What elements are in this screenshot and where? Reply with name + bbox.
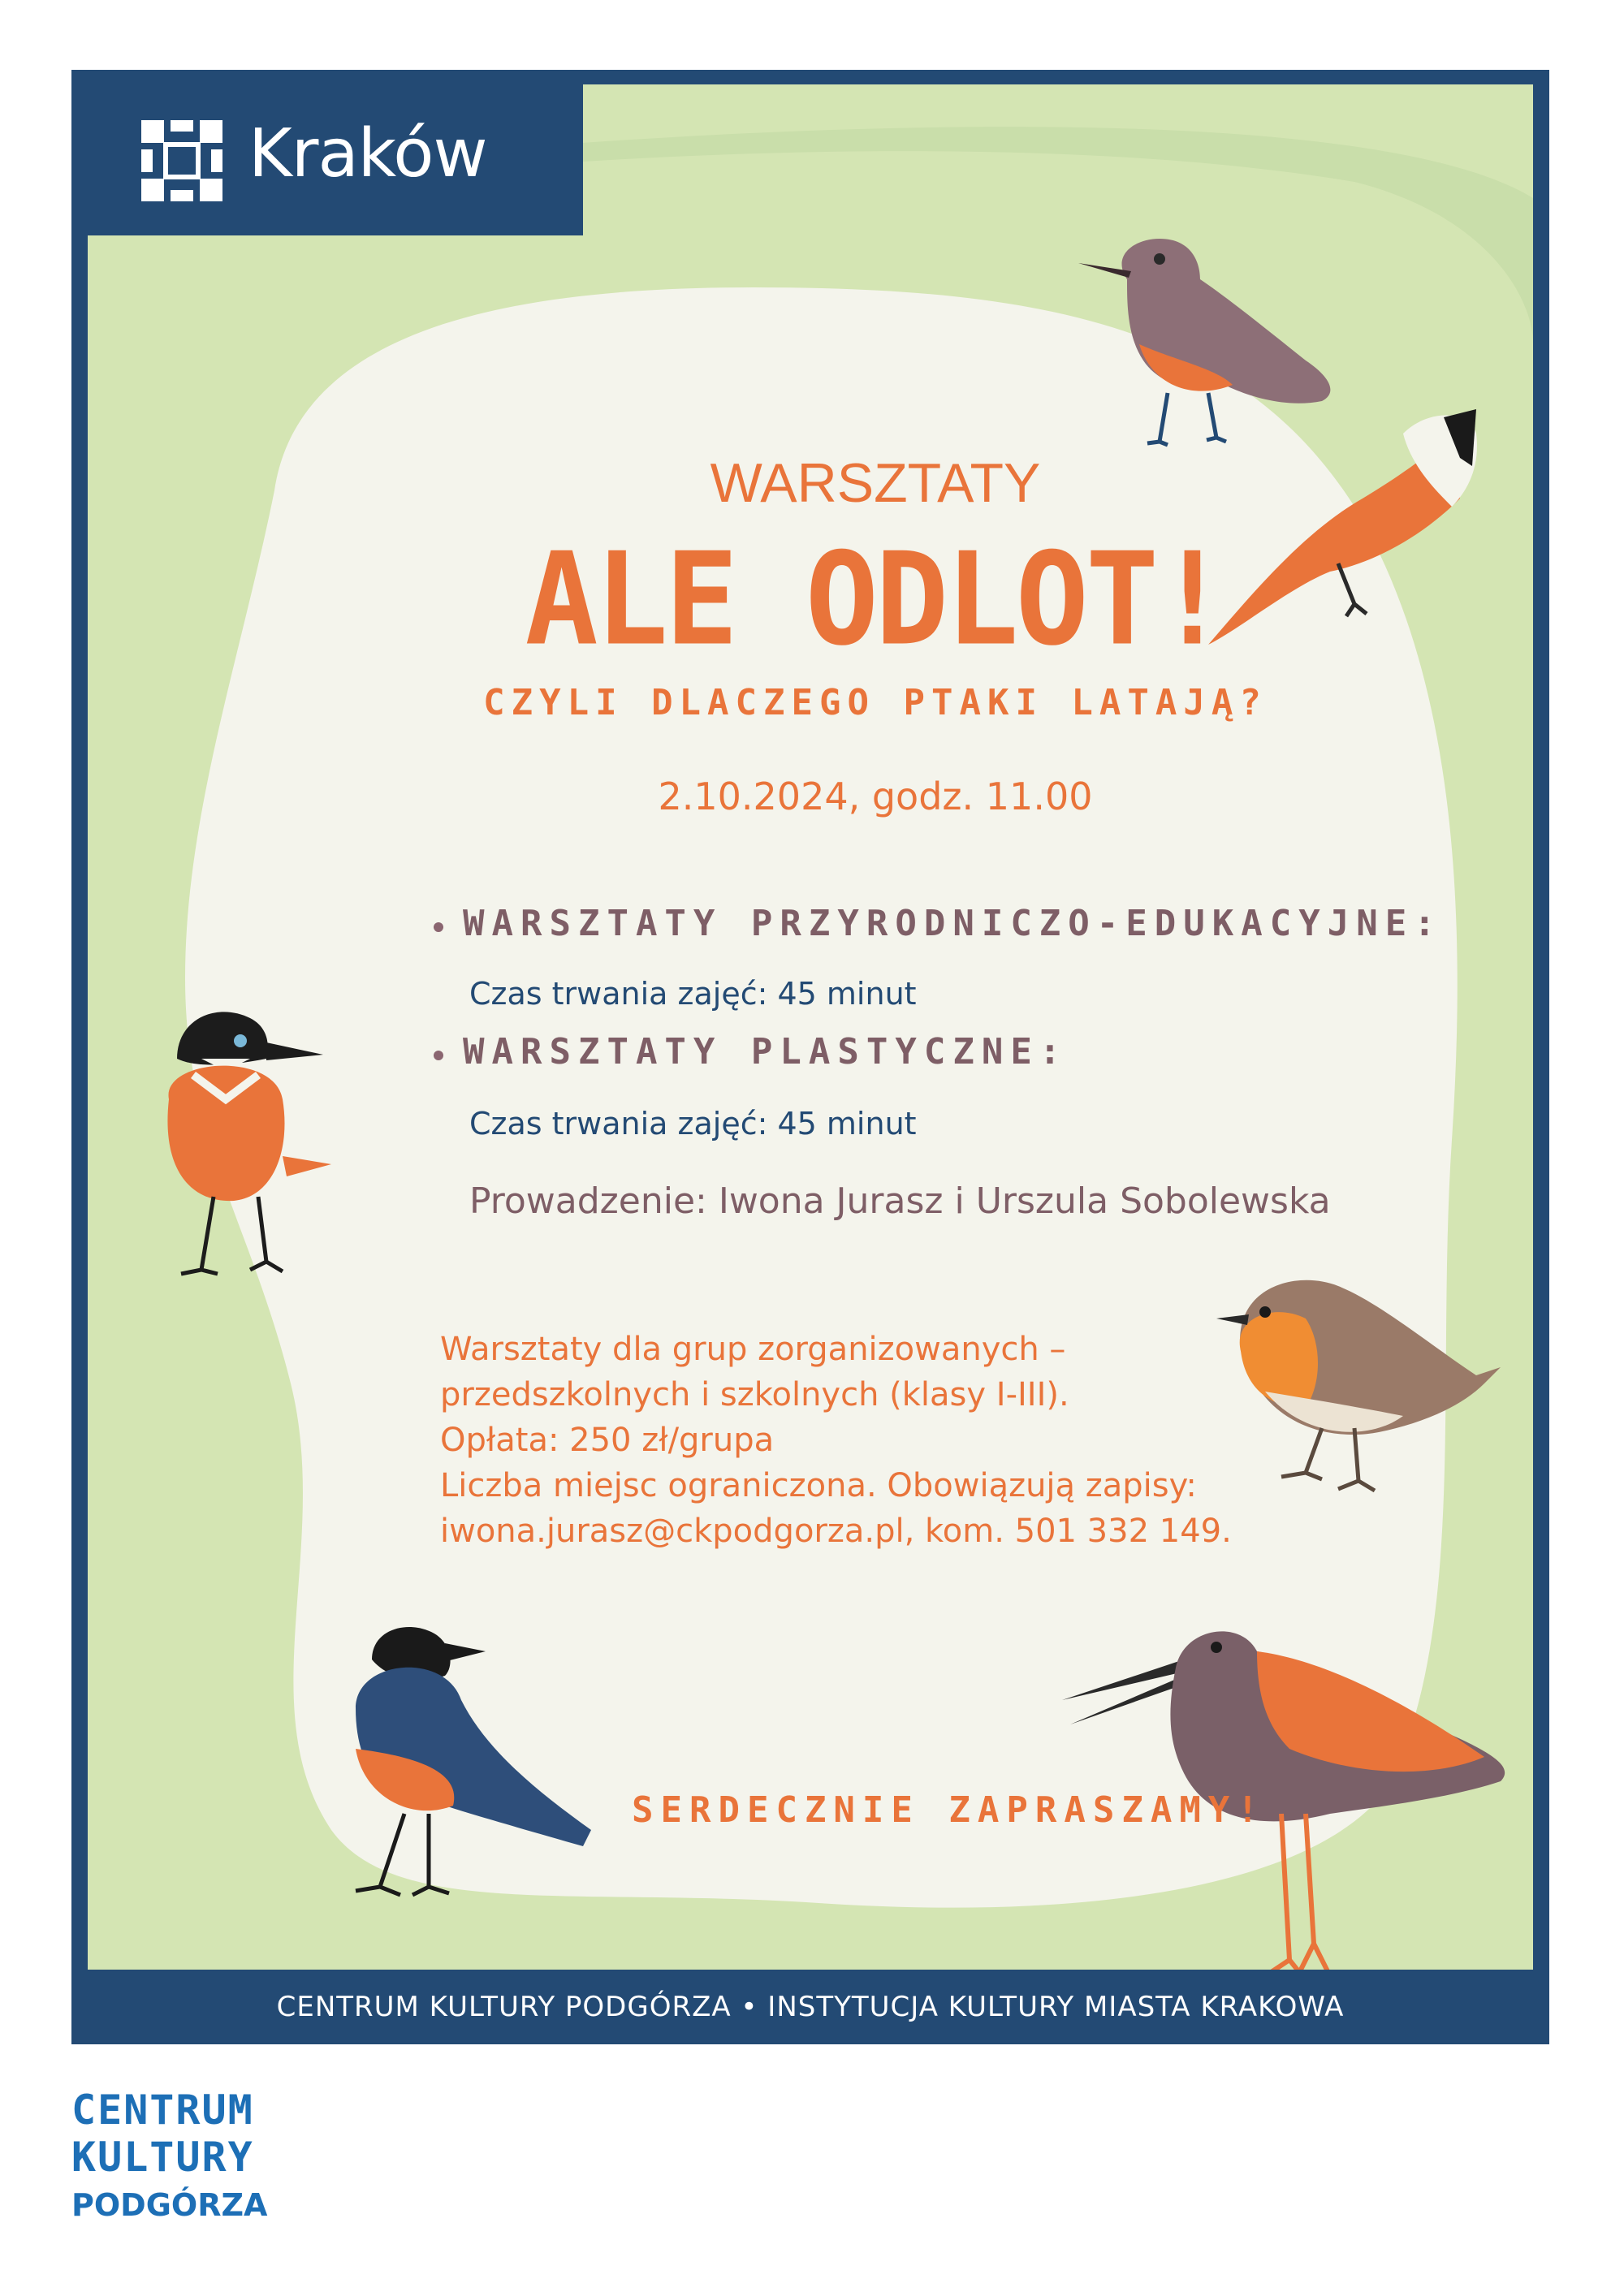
event-title: ALE ODLOT! <box>525 525 1226 675</box>
bullet-marker <box>434 1051 443 1060</box>
krakow-emblem-icon <box>141 120 222 201</box>
invite-text: SERDECZNIE ZAPRASZAMY! <box>632 1789 1266 1831</box>
workshop-duration: Czas trwania zajęć: 45 minut <box>469 1106 917 1142</box>
bird-crow-illustration <box>145 994 356 1335</box>
bullet-marker <box>434 922 443 932</box>
brand-name: Kraków <box>248 115 487 192</box>
poster-background <box>88 84 1533 1970</box>
info-line: Warsztaty dla grup zorganizowanych – <box>440 1331 1066 1368</box>
workshop-duration: Czas trwania zajęć: 45 minut <box>469 976 917 1012</box>
event-kicker: WARSZTATY <box>710 452 1041 514</box>
ck-logo-line: PODGÓRZA <box>71 2187 268 2223</box>
ck-logo-line: KULTURY <box>71 2134 254 2181</box>
contact-line: iwona.jurasz@ckpodgorza.pl, kom. 501 332 149. <box>440 1513 1232 1550</box>
ck-logo-line: CENTRUM <box>71 2087 254 2134</box>
footer-text: CENTRUM KULTURY PODGÓRZA • INSTYTUCJA KULTURY MIASTA KRAKOWA <box>276 1991 1345 2023</box>
bird-wader-illustration <box>1062 1570 1517 1970</box>
event-datetime: 2.10.2024, godz. 11.00 <box>658 775 1093 818</box>
workshop-name: WARSZTATY PLASTYCZNE: <box>463 1031 1069 1072</box>
info-line: przedszkolnych i szkolnych (klasy I-III). <box>440 1376 1069 1413</box>
info-line: Liczba miejsc ograniczona. Obowiązują zapisy: <box>440 1467 1197 1504</box>
bird-starling-illustration <box>323 1611 599 1952</box>
workshop-name: WARSZTATY PRZYRODNICZO-EDUKACYJNE: <box>463 903 1443 944</box>
bird-robin-illustration <box>1216 1254 1501 1513</box>
info-line: Opłata: 250 zł/grupa <box>440 1422 775 1459</box>
info-block <box>440 1327 1232 1554</box>
hosts-text: Prowadzenie: Iwona Jurasz i Urszula Sobolewska <box>469 1180 1331 1222</box>
event-subtitle: CZYLI DLACZEGO PTAKI LATAJĄ? <box>483 682 1268 723</box>
poster-frame <box>71 70 1549 2044</box>
krakow-logo <box>88 84 583 235</box>
